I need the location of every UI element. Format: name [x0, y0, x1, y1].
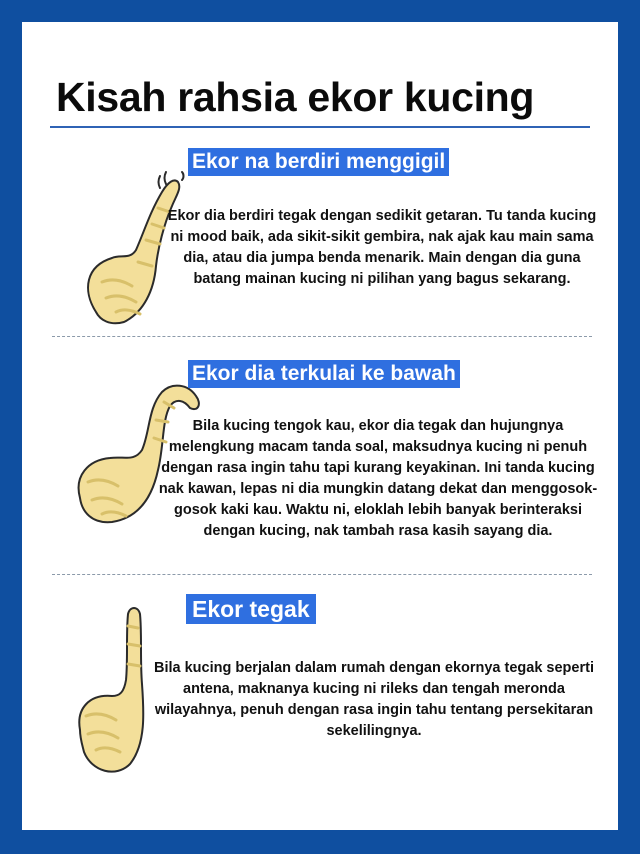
section-1-text: Ekor dia berdiri tegak dengan sedikit getaran. Tu tanda kucing ni mood baik, ada sikit-sikit gembira, nak ajak kau main sama dia, atau dia jumpa benda menarik. Main dengan dia guna batang mainan kucing ni pilihan yang bagus sekarang.: [167, 208, 597, 287]
section-2-heading: Ekor dia terkulai ke bawah: [188, 360, 460, 388]
section-3-heading: Ekor tegak: [186, 594, 316, 624]
page-title: Kisah rahsia ekor kucing: [56, 74, 535, 120]
section-1-heading: Ekor na berdiri menggigil: [188, 148, 449, 176]
section-2-text: Bila kucing tengok kau, ekor dia tegak dan hujungnya melengkung macam tanda soal, maksudnya kucing ni penuh dengan rasa ingin tahu tapi kurang keyakinan. Ini tanda kucing nak kawan, lepas ni dia mungkin datang dekat dan menggosok-gosok kaki kau. Waktu ni, eloklah lebih banyak berinteraksi dengan kucing, nak tambah rasa kasih sayang dia.: [158, 418, 598, 539]
title-underline: [50, 126, 590, 128]
infographic-card: [22, 22, 618, 830]
section-divider: [52, 336, 592, 337]
section-divider: [52, 574, 592, 575]
section-3-text: Bila kucing berjalan dalam rumah dengan ekornya tegak seperti antena, maknanya kucing ni rileks dan tengah meronda wilayahnya, penuh dengan rasa ingin tahu tentang persekitaran sekelilingnya.: [154, 660, 594, 739]
